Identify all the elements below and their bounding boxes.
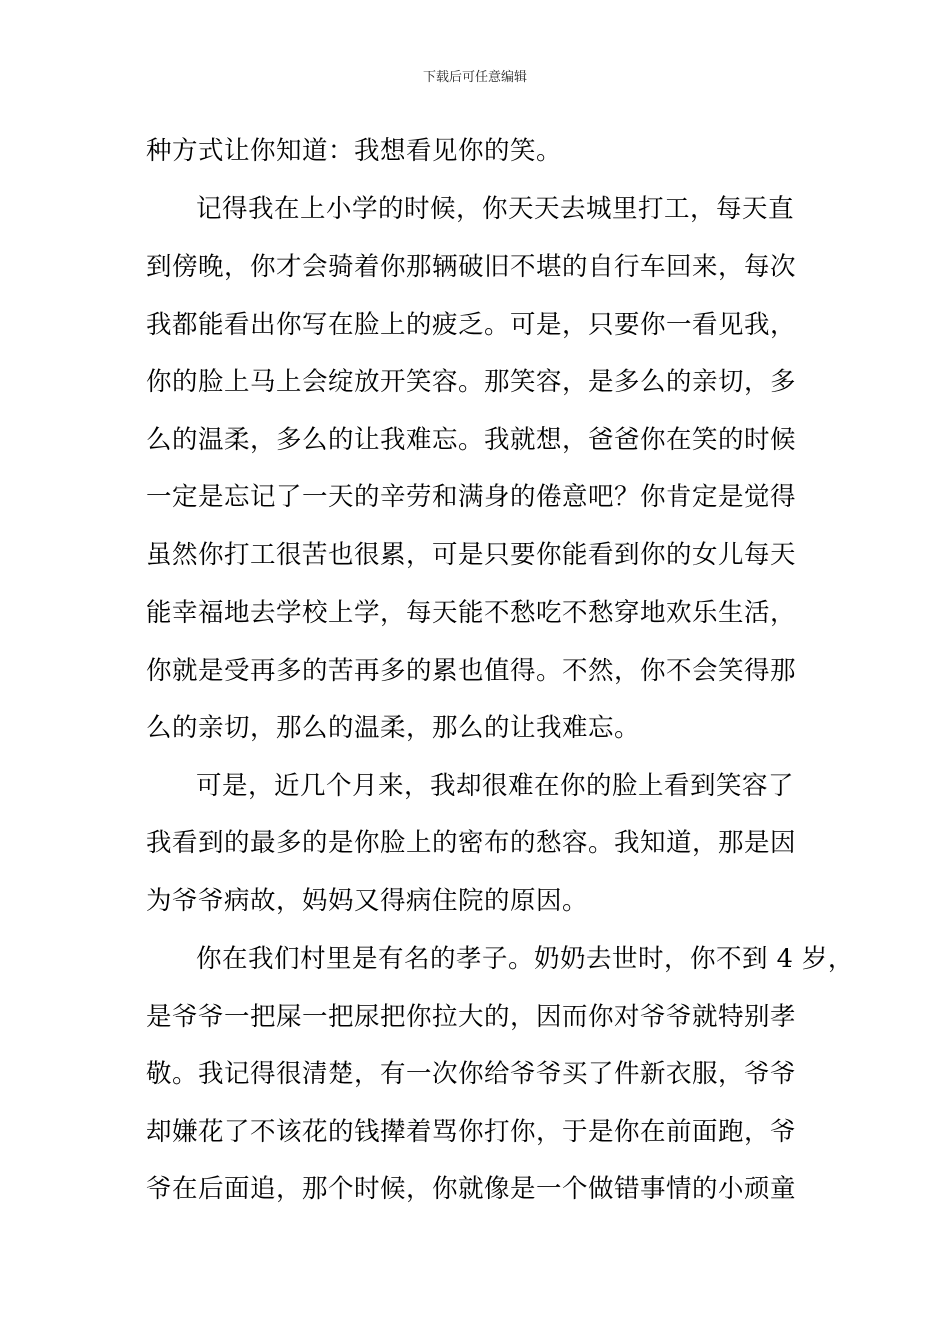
text-line: 你的脸上马上会绽放开笑容。那笑容，是多么的亲切，多 — [146, 367, 797, 397]
text-line: 爷在后面追，那个时候，你就像是一个做错事情的小顽童 — [146, 1174, 797, 1204]
text-line: 种方式让你知道：我想看见你的笑。 — [146, 136, 563, 166]
text-line: 虽然你打工很苦也很累，可是只要你能看到你的女儿每天 — [146, 540, 797, 570]
text-line: 我看到的最多的是你脸上的密布的愁容。我知道，那是因 — [146, 828, 797, 858]
page-header-note: 下载后可任意编辑 — [422, 70, 527, 85]
text-line: 敬。我记得很清楚，有一次你给爷爷买了件新衣服，爷爷 — [146, 1059, 797, 1089]
text-line: 一定是忘记了一天的辛劳和满身的倦意吧？你肯定是觉得 — [146, 482, 797, 512]
text-line: 你就是受再多的苦再多的累也值得。不然，你不会笑得那 — [146, 656, 797, 686]
text-line: 你在我们村里是有名的孝子。奶奶去世时，你不到 4 岁， — [196, 944, 854, 974]
text-line: 是爷爷一把屎一把尿把你拉大的，因而你对爷爷就特别孝 — [146, 1002, 797, 1032]
text-line: 却嫌花了不该花的钱撵着骂你打你，于是你在前面跑，爷 — [146, 1117, 797, 1147]
text-line: 到傍晚，你才会骑着你那辆破旧不堪的自行车回来，每次 — [146, 252, 797, 282]
text-line: 么的温柔，多么的让我难忘。我就想，爸爸你在笑的时候 — [146, 425, 797, 455]
text-line: 能幸福地去学校上学，每天能不愁吃不愁穿地欢乐生活， — [146, 598, 797, 628]
text-line: 可是，近几个月来，我却很难在你的脸上看到笑容了 — [196, 771, 795, 801]
text-line: 我都能看出你写在脸上的疲乏。可是，只要你一看见我， — [146, 310, 797, 340]
text-line: 么的亲切，那么的温柔，那么的让我难忘。 — [146, 713, 641, 743]
text-line: 为爷爷病故，妈妈又得病住院的原因。 — [146, 886, 589, 916]
text-line: 记得我在上小学的时候，你天天去城里打工，每天直 — [196, 194, 795, 224]
